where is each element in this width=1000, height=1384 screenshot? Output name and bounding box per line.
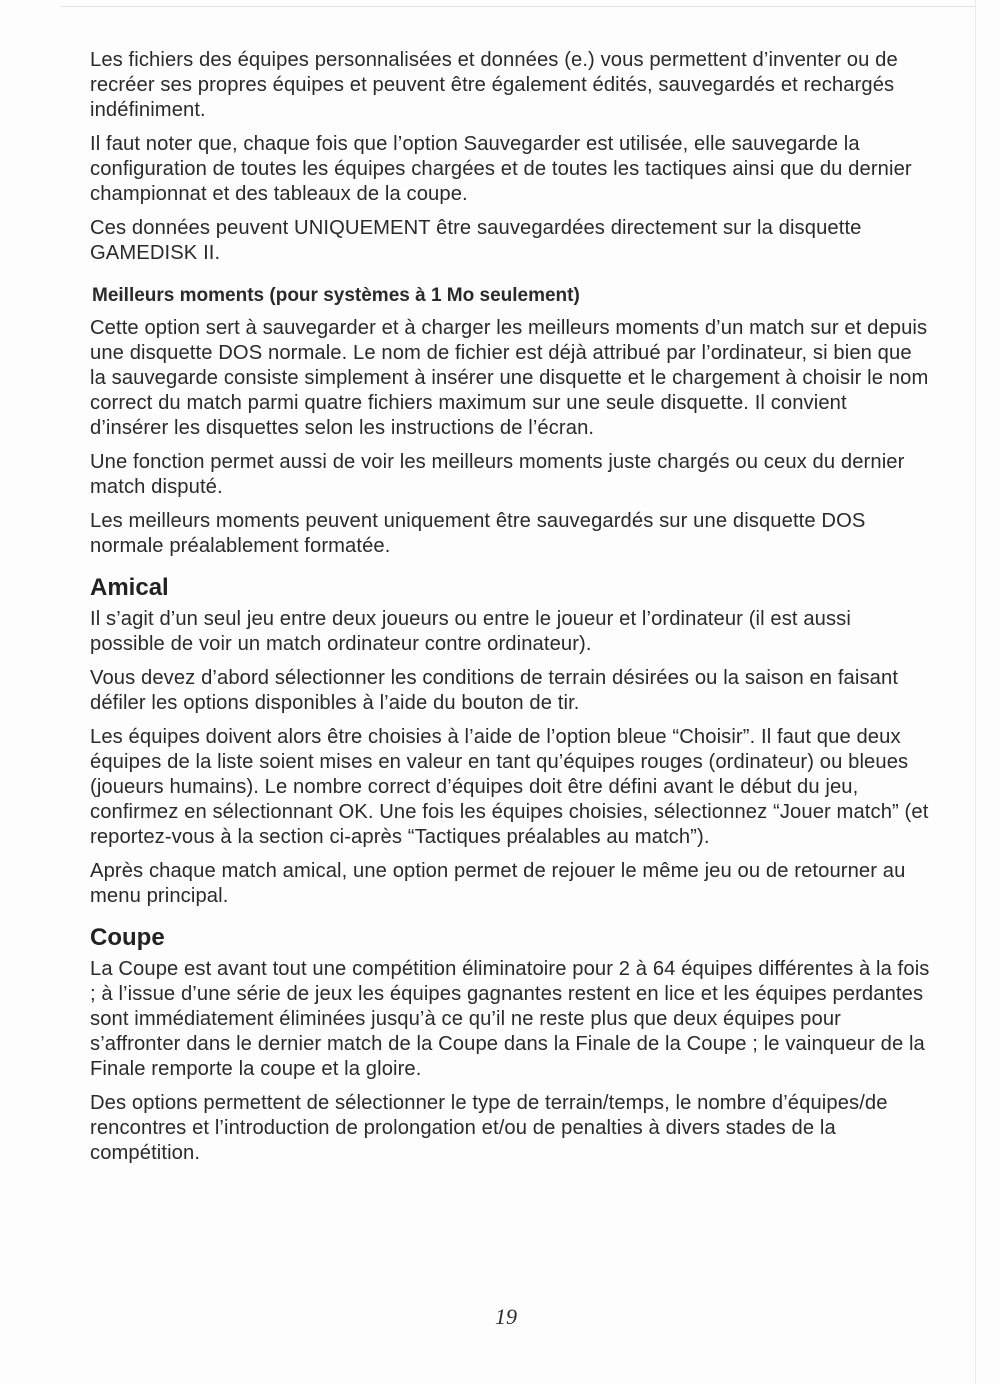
- coupe-paragraph: Des options permettent de sélectionner le type de terrain/temps, le nombre d’équipes/de rencontres et l’introduction de prolongation et/ou de penalties à divers stades de la compétition.: [90, 1092, 888, 1164]
- page-right-edge: [975, 0, 976, 1384]
- amical-paragraph: Après chaque match amical, une option permet de rejouer le même jeu ou de retourner au menu principal.: [90, 860, 906, 907]
- highlights-heading: Meilleurs moments (pour systèmes à 1 Mo seulement): [92, 285, 580, 306]
- page-content: [90, 48, 930, 1175]
- amical-paragraph: Il s’agit d’un seul jeu entre deux joueurs ou entre le joueur et l’ordinateur (il est aussi possible de voir un match ordinateur contre ordinateur).: [90, 608, 851, 655]
- highlights-paragraph: Cette option sert à sauvegarder et à charger les meilleurs moments d’un match sur et depuis une disquette DOS normale. Le nom de fichier est déjà attribué par l’ordinateur, si bien que la sauvegarde consiste simplement à insérer une disquette et le chargement à choisir le nom correct du match parmi quatre fichiers maximum sur une seule disquette. Il convient d’insérer les disquettes selon les instructions de l’écran.: [90, 317, 929, 439]
- intro-paragraph: Les fichiers des équipes personnalisées et données (e.) vous permettent d’inventer ou de recréer ses propres équipes et peuvent être également édités, sauvegardés et rechargés indéfiniment.: [90, 49, 898, 121]
- intro-paragraph: Ces données peuvent UNIQUEMENT être sauvegardées directement sur la disquette GAMEDISK II.: [90, 217, 862, 264]
- coupe-paragraph: La Coupe est avant tout une compétition éliminatoire pour 2 à 64 équipes différentes à la fois ; à l’issue d’une série de jeux les équipes gagnantes restent en lice et les équipes perdantes sont immédiatement éliminées jusqu’à ce qu’il ne reste plus que deux équipes pour s’affronter dans le dernier match de la Coupe dans la Finale de la Coupe ; le vainqueur de la Finale remporte la coupe et la gloire.: [90, 958, 930, 1080]
- page-number: 19: [495, 1304, 517, 1329]
- page-top-edge: [60, 6, 975, 7]
- amical-paragraph: Vous devez d’abord sélectionner les conditions de terrain désirées ou la saison en faisant défiler les options disponibles à l’aide du bouton de tir.: [90, 667, 899, 714]
- amical-paragraph: Les équipes doivent alors être choisies à l’aide de l’option bleue “Choisir”. Il faut que deux équipes de la liste soient mises en valeur en tant qu’équipes rouges (ordinateur) ou bleues (joueurs humains). Le nombre correct d’équipes doit être défini avant le début du jeu, confirmez en sélectionnant OK. Une fois les équipes choisies, sélectionnez “Jouer match” (et reportez-vous à la section ci-après “Tactiques préalables au match”).: [90, 726, 929, 848]
- amical-heading: Amical: [90, 574, 169, 601]
- intro-paragraph: Il faut noter que, chaque fois que l’option Sauvegarder est utilisée, elle sauvegarde la configuration de toutes les équipes chargées et de toutes les tactiques ainsi que du dernier championnat et des tableaux de la coupe.: [90, 133, 912, 205]
- highlights-paragraph: Une fonction permet aussi de voir les meilleurs moments juste chargés ou ceux du dernier match disputé.: [90, 451, 905, 498]
- coupe-heading: Coupe: [90, 924, 165, 951]
- highlights-paragraph: Les meilleurs moments peuvent uniquement être sauvegardés sur une disquette DOS normale préalablement formatée.: [90, 510, 866, 557]
